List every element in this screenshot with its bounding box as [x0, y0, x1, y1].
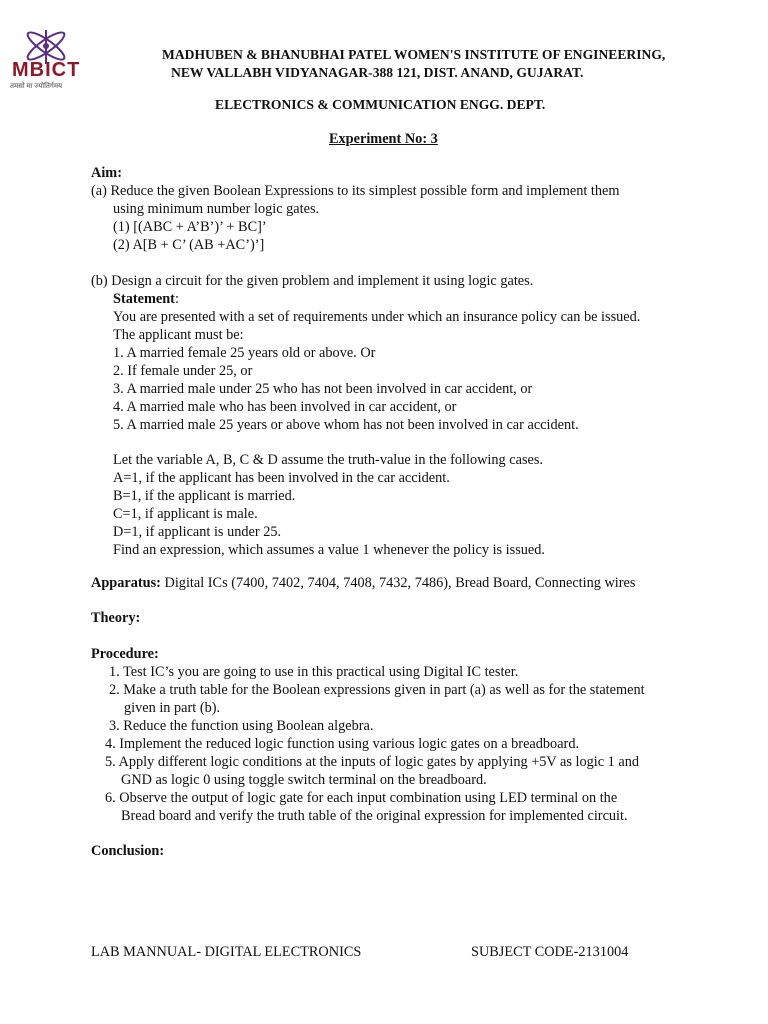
procedure-step-continuation: Bread board and verify the truth table of the original expression for implemented circuit. — [121, 808, 628, 824]
procedure-step: 4. Implement the reduced logic function using various logic gates on a breadboard. — [105, 736, 580, 752]
procedure-step-continuation: GND as logic 0 using toggle switch terminal on the breadboard. — [121, 772, 487, 788]
institute-logo — [8, 26, 84, 98]
logo-wordmark: MBICT — [12, 59, 81, 81]
institute-name-line2: NEW VALLABH VIDYANAGAR-388 121, DIST. ANAND, GUJARAT. — [171, 65, 584, 80]
variable-definition: B=1, if the applicant is married. — [113, 488, 296, 504]
statement-colon: : — [174, 291, 179, 307]
procedure-step: 2. Make a truth table for the Boolean expressions given in part (a) as well as for the statement — [109, 682, 645, 698]
procedure-step: 5. Apply different logic conditions at the inputs of logic gates by applying +5V as logic 1 and — [105, 754, 640, 770]
requirement-item: 4. A married male who has been involved in car accident, or — [113, 399, 457, 415]
variables-intro: Let the variable A, B, C & D assume the truth-value in the following cases. — [113, 452, 543, 468]
requirement-item: 1. A married female 25 years old or above. Or — [113, 345, 376, 361]
aim-part-a-line2: using minimum number logic gates. — [113, 201, 320, 217]
procedure-step-continuation: given in part (b). — [124, 700, 221, 716]
boolean-expression-2: (2) A[B + C’ (AB +AC’)’] — [113, 237, 265, 253]
aim-part-b: (b) Design a circuit for the given problem and implement it using logic gates. — [91, 273, 534, 289]
find-expression-text: Find an expression, which assumes a value 1 whenever the policy is issued. — [113, 542, 545, 558]
apparatus-label: Apparatus: — [91, 575, 161, 591]
requirement-item: 5. A married male 25 years or above whom has not been involved in car accident. — [113, 417, 579, 433]
variable-definition: C=1, if applicant is male. — [113, 506, 258, 522]
apparatus-section — [91, 574, 635, 592]
experiment-title: Experiment No: 3 — [329, 131, 438, 147]
institute-name-line1: MADHUBEN & BHANUBHAI PATEL WOMEN'S INSTITUTE OF ENGINEERING, — [162, 47, 666, 62]
aim-part-a-line1: (a) Reduce the given Boolean Expressions to its simplest possible form and implement them — [91, 183, 620, 199]
variable-definition: D=1, if applicant is under 25. — [113, 524, 282, 540]
procedure-heading: Procedure: — [91, 646, 159, 662]
aim-heading: Aim: — [91, 165, 122, 181]
statement-line2: The applicant must be: — [113, 327, 244, 343]
procedure-step: 1. Test IC’s you are going to use in this practical using Digital IC tester. — [109, 664, 519, 680]
variable-definition: A=1, if the applicant has been involved in the car accident. — [113, 470, 450, 486]
procedure-step: 3. Reduce the function using Boolean algebra. — [109, 718, 374, 734]
requirement-item: 2. If female under 25, or — [113, 363, 253, 379]
statement-line1: You are presented with a set of requirements under which an insurance policy can be issued. — [113, 309, 641, 325]
boolean-expression-1: (1) [(ABC + A’B’)’ + BC]’ — [113, 219, 267, 235]
logo-tagline: तमसो मा ज्योतिर्गमय — [10, 82, 63, 90]
procedure-step: 6. Observe the output of logic gate for each input combination using LED terminal on the — [105, 790, 618, 806]
apparatus-text: Digital ICs (7400, 7402, 7404, 7408, 7432, 7486), Bread Board, Connecting wires — [164, 575, 636, 591]
footer-right: SUBJECT CODE-2131004 — [471, 944, 629, 960]
footer-left: LAB MANNUAL- DIGITAL ELECTRONICS — [91, 944, 362, 960]
statement-label: Statement — [113, 291, 175, 307]
conclusion-heading: Conclusion: — [91, 843, 165, 859]
requirement-item: 3. A married male under 25 who has not been involved in car accident, or — [113, 381, 533, 397]
statement-heading — [113, 290, 179, 308]
theory-heading: Theory: — [91, 610, 141, 626]
department-name: ELECTRONICS & COMMUNICATION ENGG. DEPT. — [215, 97, 546, 112]
